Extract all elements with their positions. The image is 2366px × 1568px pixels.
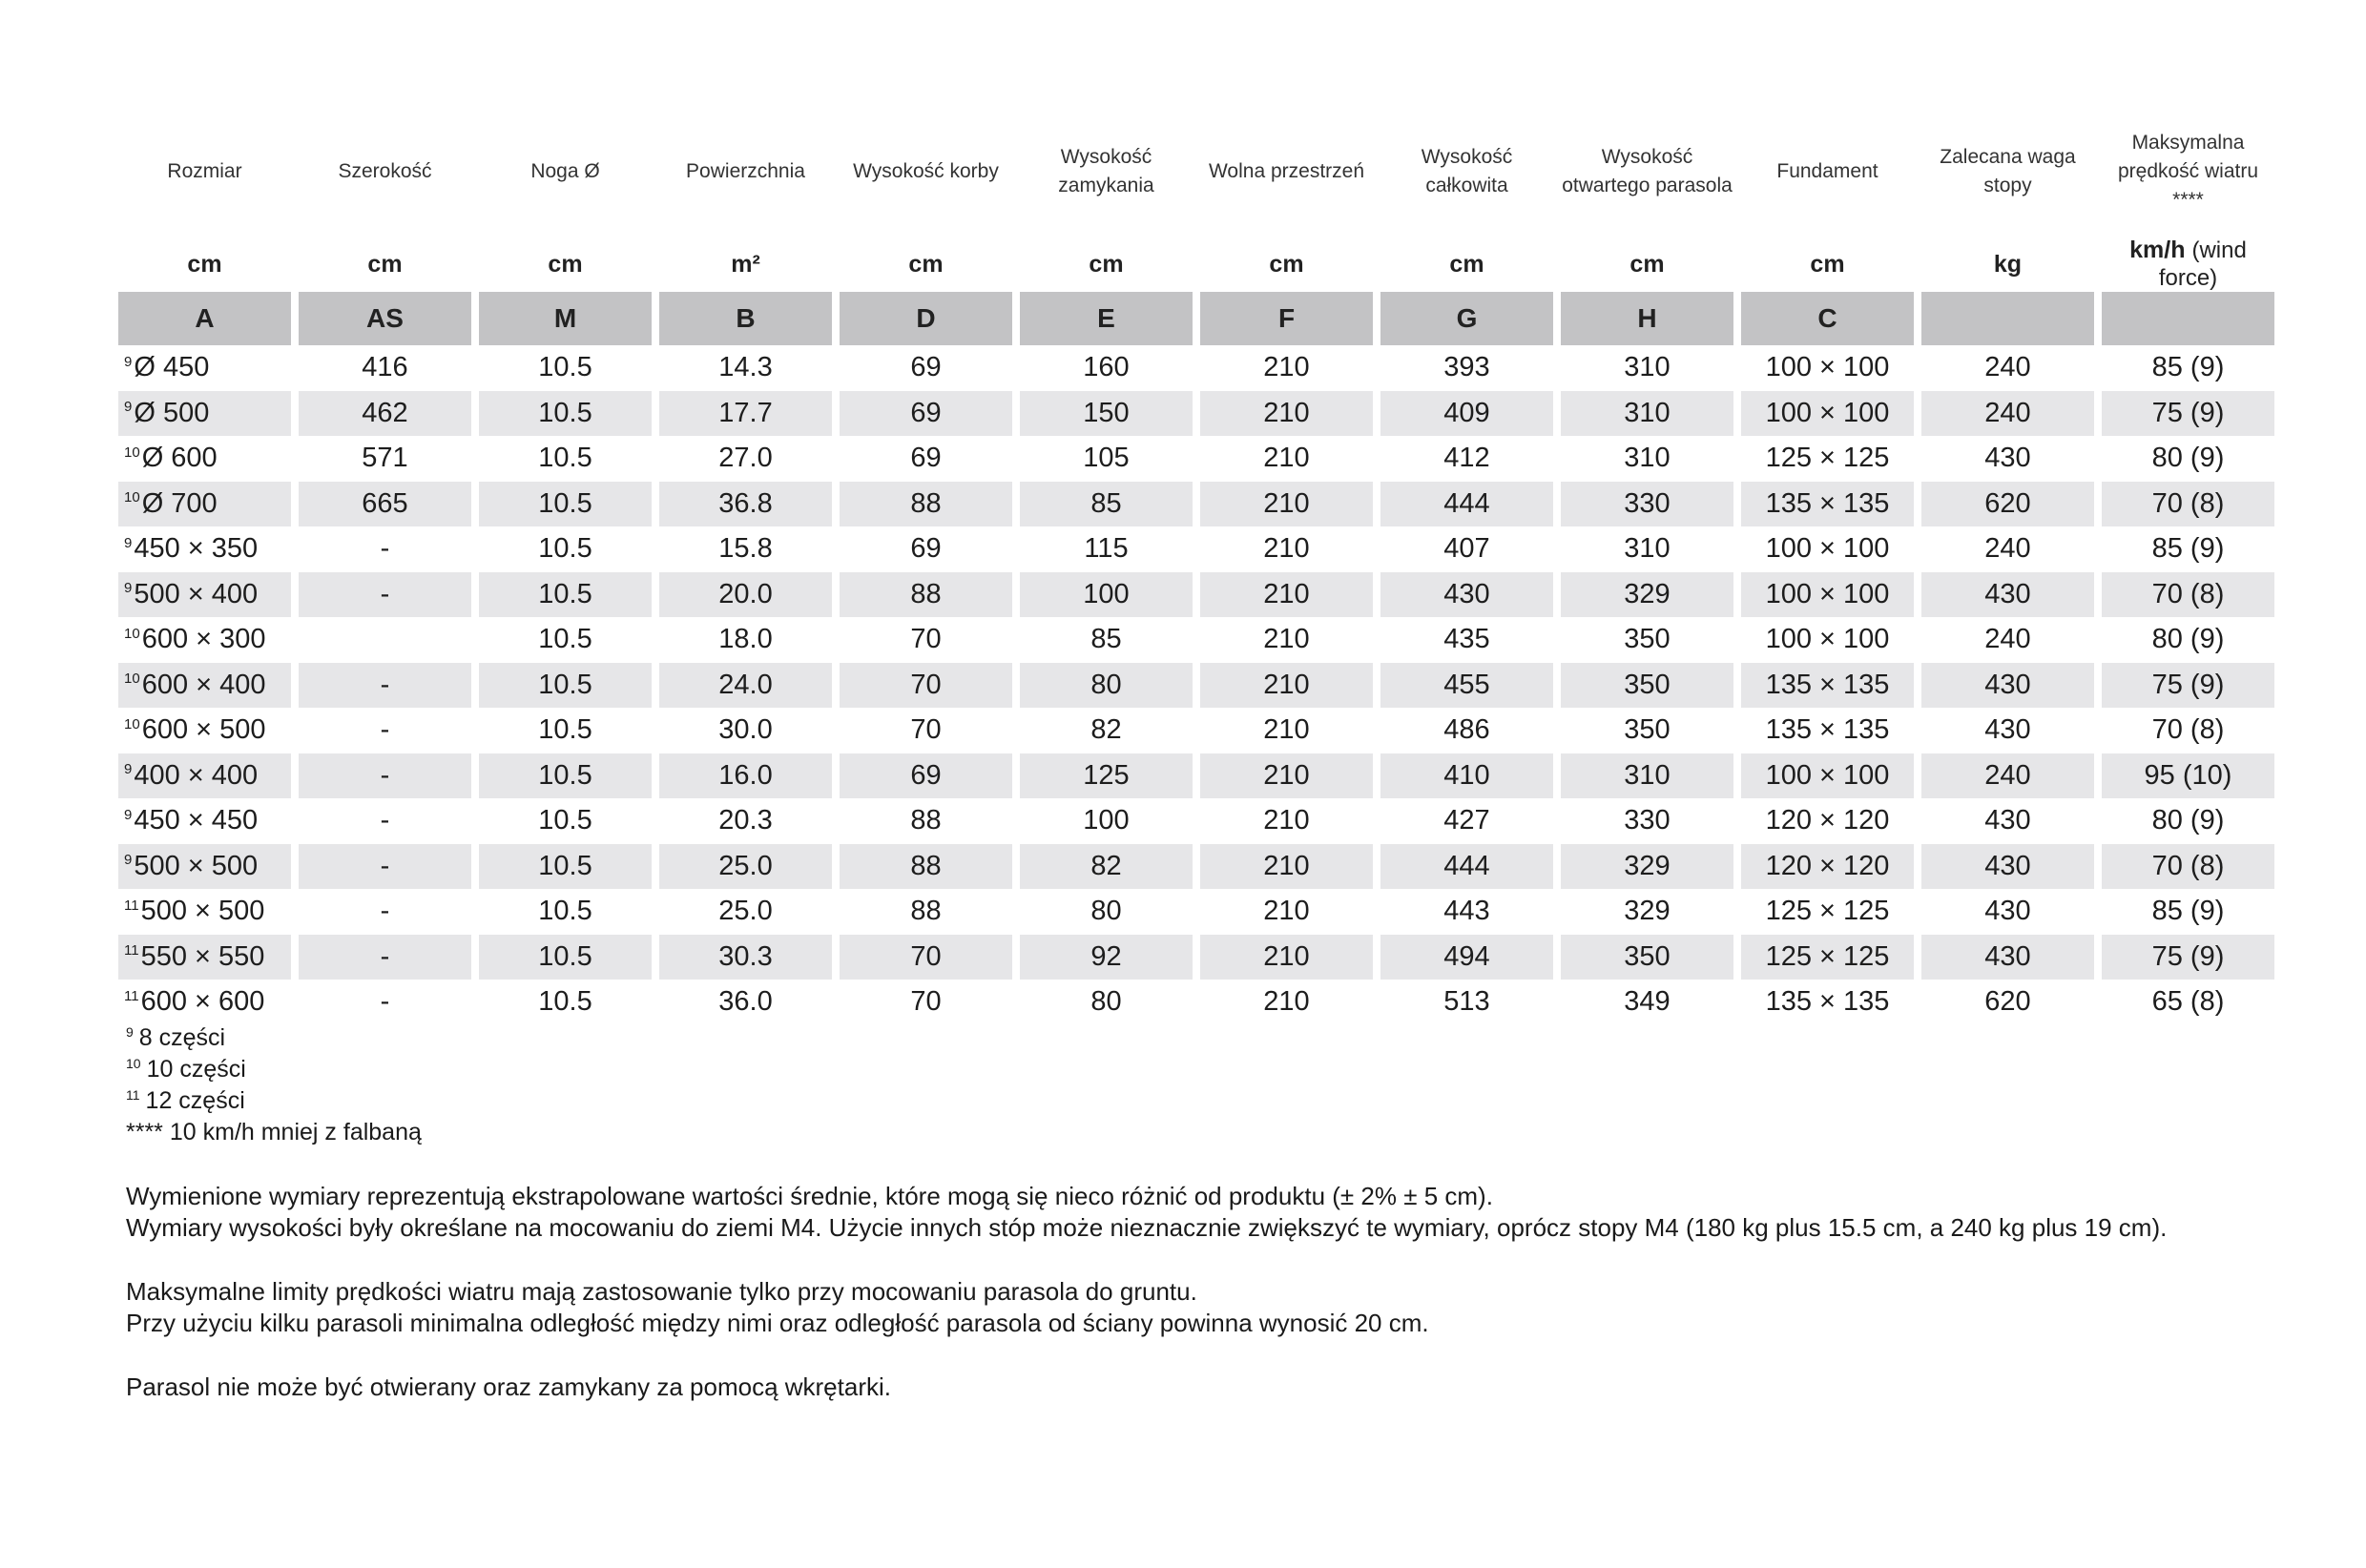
cell-m: 10.5 [479,663,652,709]
cell-as: 665 [299,482,471,527]
header-unit: km/h [2129,237,2186,263]
cell-kg: 430 [1921,844,2094,890]
cell-as: - [299,753,471,799]
header-label: Wolna przestrzeń [1208,160,1365,182]
size-footnote-marker: 10 [124,444,140,461]
size-cell [118,844,291,890]
note-line: Wymienione wymiary reprezentują ekstrapolowane wartości średnie, które mogą się nieco różnić od produktu (± 2% ± 5 cm). [126,1182,1493,1210]
header-label-row [118,107,2274,237]
cell-as: - [299,935,471,980]
cell-b: 17.7 [659,391,832,437]
header-unit: kg [1993,250,2023,278]
cell-e: 85 [1020,482,1193,527]
cell-e: 115 [1084,533,1129,565]
cell-e: 100 [1020,572,1193,618]
cell-kg: 430 [1984,714,2031,746]
cell-d: 69 [910,443,942,474]
cell-f: 210 [1200,482,1373,527]
cell-as: 462 [299,391,471,437]
cell-wind: 85 (9) [2151,352,2225,383]
header-unit-wind [2102,237,2274,292]
size-footnote-marker: 9 [124,852,133,869]
cell-c: 100 × 100 [1765,624,1890,655]
note-line: Wymiary wysokości były określane na mocowaniu do ziemi M4. Użycie innych stóp może nieznacznie zwiększyć te wymiary, oprócz stopy M4 (180 kg plus 15.5 cm, a 240 kg plus 19 cm). [126,1213,2168,1242]
cell-kg: 430 [1984,896,2031,927]
footnote [126,1054,422,1085]
cell-c: 100 × 100 [1765,533,1890,565]
cell-f: 210 [1263,986,1310,1018]
cell-f: 210 [1263,533,1310,565]
cell-e: 82 [1090,714,1122,746]
header-unit: cm [1629,250,1665,278]
footnote [126,1117,422,1148]
size-cell [118,889,291,935]
size-cell [118,345,291,391]
header-code: C [1741,292,1914,345]
cell-g: 435 [1443,624,1490,655]
cell-d: 88 [910,896,942,927]
cell-f: 210 [1200,572,1373,618]
cell-h: 310 [1624,533,1671,565]
cell-f: 210 [1263,443,1310,474]
footnote-marker: 9 [126,1023,134,1040]
cell-f: 210 [1263,624,1310,655]
size-value: 450 × 450 [134,805,259,836]
size-value: Ø 600 [141,443,218,474]
cell-b: 20.0 [659,572,832,618]
cell-c: 135 × 135 [1741,663,1914,709]
cell-h: 350 [1624,624,1671,655]
cell-m: 10.5 [479,572,652,618]
header-label: Fundament [1776,160,1878,182]
header-unit-extra: (wind force) [2158,237,2247,291]
cell-as: - [299,844,471,890]
header-code: D [840,292,1012,345]
header-code: M [479,292,652,345]
header-code [2102,292,2274,345]
footnote-text: 12 części [145,1087,245,1114]
header-unit: cm [908,250,944,278]
cell-g: 409 [1380,391,1553,437]
cell-c: 135 × 135 [1741,482,1914,527]
size-cell [118,753,291,799]
cell-e: 85 [1090,624,1122,655]
cell-m: 10.5 [479,935,652,980]
cell-m: 10.5 [538,533,592,565]
cell-m: 10.5 [538,714,592,746]
cell-b: 15.8 [718,533,773,565]
table-row [118,663,2274,709]
size-footnote-marker: 9 [124,353,133,370]
cell-e: 100 [1083,805,1130,836]
cell-d: 88 [840,844,1012,890]
cell-wind: 70 (8) [2102,572,2274,618]
cell-b: 25.0 [659,844,832,890]
note-line: Parasol nie może być otwierany oraz zamykany za pomocą wkrętarki. [126,1372,891,1401]
footnote [126,1085,422,1117]
cell-as: - [380,986,390,1018]
cell-as: - [380,896,390,927]
note-paragraph [126,1181,2167,1244]
cell-as: 571 [362,443,408,474]
header-code: H [1561,292,1733,345]
size-footnote-marker: 9 [124,534,133,551]
size-footnote-marker: 11 [124,942,139,959]
cell-g: 410 [1380,753,1553,799]
cell-h: 329 [1561,844,1733,890]
size-cell [118,617,291,663]
cell-as: - [299,572,471,618]
header-unit: cm [1269,250,1304,278]
table-body [118,345,2274,1025]
size-footnote-marker: 10 [124,489,140,506]
table-row [118,798,2274,844]
cell-h: 350 [1561,663,1733,709]
size-cell [118,935,291,980]
footnote-marker: 10 [126,1055,141,1071]
size-value: Ø 500 [134,397,210,428]
cell-wind: 95 (10) [2102,753,2274,799]
header-label: Zalecana waga stopy [1940,146,2076,196]
size-cell [118,482,291,527]
footnote [126,1022,422,1054]
header-unit: cm [548,250,583,278]
cell-c: 120 × 120 [1741,844,1914,890]
size-value: Ø 450 [134,352,210,383]
size-cell [118,526,291,572]
cell-g: 455 [1380,663,1553,709]
cell-wind: 75 (9) [2102,391,2274,437]
cell-b: 18.0 [718,624,773,655]
cell-b: 14.3 [718,352,773,383]
header-label: Rozmiar [167,160,242,182]
table-row [118,889,2274,935]
size-footnote-marker: 9 [124,761,133,778]
cell-wind: 80 (9) [2151,624,2225,655]
cell-kg: 240 [1921,753,2094,799]
cell-m: 10.5 [479,482,652,527]
cell-h: 350 [1561,935,1733,980]
size-footnote-marker: 10 [124,625,140,642]
cell-e: 92 [1020,935,1193,980]
note-paragraph [126,1276,1429,1339]
cell-kg: 240 [1921,391,2094,437]
header-code: AS [299,292,471,345]
size-value: 600 × 500 [141,714,266,746]
size-footnote-marker: 10 [124,715,140,732]
header-unit: m² [731,250,760,278]
cell-c: 135 × 135 [1765,714,1890,746]
cell-g: 444 [1380,844,1553,890]
header-label: Wysokość korby [853,160,999,182]
header-label: Maksymalna prędkość wiatru **** [2117,132,2259,211]
size-value: 500 × 400 [134,578,259,609]
size-cell [118,663,291,709]
cell-e: 80 [1090,896,1122,927]
cell-e: 150 [1020,391,1193,437]
cell-kg: 430 [1921,935,2094,980]
table-row [118,436,2274,482]
cell-wind: 65 (8) [2151,986,2225,1018]
cell-m: 10.5 [479,844,652,890]
cell-m: 10.5 [538,805,592,836]
cell-f: 210 [1263,805,1310,836]
cell-b: 27.0 [718,443,773,474]
size-value: 600 × 600 [140,986,265,1018]
table-row [118,482,2274,527]
cell-kg: 240 [1984,624,2031,655]
cell-h: 310 [1624,352,1671,383]
cell-as: 416 [362,352,408,383]
cell-f: 210 [1200,391,1373,437]
footnotes [126,1022,422,1148]
size-cell [118,980,291,1025]
cell-wind: 75 (9) [2102,663,2274,709]
cell-c: 125 × 125 [1741,935,1914,980]
size-cell [118,708,291,753]
cell-h: 329 [1624,896,1671,927]
size-cell [118,798,291,844]
cell-d: 70 [910,624,942,655]
footnote-text: 10 części [146,1056,246,1083]
header-unit: cm [367,250,403,278]
cell-h: 350 [1624,714,1671,746]
footnote-text: 8 części [138,1024,226,1051]
cell-h: 329 [1561,572,1733,618]
cell-e: 80 [1020,663,1193,709]
cell-wind: 85 (9) [2151,533,2225,565]
cell-d: 70 [840,663,1012,709]
header-label: Wysokość otwartego parasola [1562,146,1733,196]
size-value: 500 × 500 [140,896,265,927]
cell-g: 407 [1443,533,1490,565]
cell-b: 24.0 [659,663,832,709]
cell-f: 210 [1263,352,1310,383]
cell-h: 330 [1561,482,1733,527]
cell-d: 69 [840,753,1012,799]
cell-as: - [380,533,390,565]
header-code: B [659,292,832,345]
header-code-row [118,292,2274,345]
cell-g: 494 [1380,935,1553,980]
footnote-marker: 11 [126,1086,140,1103]
cell-c: 100 × 100 [1741,753,1914,799]
cell-h: 310 [1624,443,1671,474]
header-label: Wysokość zamykania [1058,146,1154,196]
cell-f: 210 [1200,844,1373,890]
footnote-text: **** 10 km/h mniej z falbaną [126,1119,422,1145]
cell-h: 349 [1624,986,1671,1018]
cell-as: - [299,663,471,709]
cell-f: 210 [1200,935,1373,980]
cell-e: 80 [1090,986,1122,1018]
table-row [118,345,2274,391]
header-label: Powierzchnia [686,160,805,182]
size-cell [118,572,291,618]
cell-f: 210 [1263,896,1310,927]
cell-b: 36.8 [659,482,832,527]
cell-d: 69 [910,352,942,383]
cell-c: 120 × 120 [1765,805,1890,836]
parasol-spec-table [111,107,2282,1025]
cell-b: 16.0 [659,753,832,799]
header-unit: cm [1089,250,1124,278]
cell-m: 10.5 [479,391,652,437]
cell-kg: 430 [1984,805,2031,836]
cell-f: 210 [1263,714,1310,746]
table-row [118,708,2274,753]
cell-m: 10.5 [538,443,592,474]
header-code: A [118,292,291,345]
cell-c: 100 × 100 [1741,391,1914,437]
cell-m: 10.5 [479,753,652,799]
size-cell [118,436,291,482]
cell-kg: 240 [1984,533,2031,565]
cell-g: 393 [1443,352,1490,383]
cell-e: 125 [1020,753,1193,799]
table-row [118,980,2274,1025]
cell-e: 160 [1083,352,1130,383]
table-row [118,844,2274,890]
cell-g: 443 [1443,896,1490,927]
cell-g: 444 [1380,482,1553,527]
cell-b: 36.0 [718,986,773,1018]
table-row [118,617,2274,663]
cell-wind: 80 (9) [2151,805,2225,836]
note-paragraph [126,1372,891,1403]
size-footnote-marker: 10 [124,671,140,688]
size-footnote-marker: 9 [124,806,133,823]
size-footnote-marker: 9 [124,399,133,416]
table-row [118,391,2274,437]
table-row [118,753,2274,799]
cell-m: 10.5 [538,896,592,927]
cell-g: 486 [1443,714,1490,746]
size-value: 450 × 350 [134,533,259,565]
cell-c: 125 × 125 [1765,896,1890,927]
cell-wind: 70 (8) [2102,482,2274,527]
size-value: 600 × 300 [141,624,266,655]
size-footnote-marker: 9 [124,580,133,597]
size-value: Ø 700 [141,487,218,519]
cell-g: 430 [1380,572,1553,618]
note-line: Przy użyciu kilku parasoli minimalna odległość między nimi oraz odległość parasola od ściany powinna wynosić 20 cm. [126,1309,1429,1337]
header-label: Wysokość całkowita [1421,146,1513,196]
header-code: G [1380,292,1553,345]
cell-b: 30.0 [718,714,773,746]
header-code: E [1020,292,1193,345]
table-row [118,935,2274,980]
cell-kg: 430 [1984,443,2031,474]
header-label: Szerokość [338,160,432,182]
cell-wind: 75 (9) [2102,935,2274,980]
size-value: 600 × 400 [141,669,266,700]
cell-b: 25.0 [718,896,773,927]
cell-c: 135 × 135 [1765,986,1890,1018]
cell-c: 100 × 100 [1741,572,1914,618]
cell-kg: 240 [1984,352,2031,383]
cell-m: 10.5 [538,986,592,1018]
size-value: 400 × 400 [134,759,259,791]
cell-d: 70 [910,986,942,1018]
cell-as: - [380,805,390,836]
header-unit: cm [1810,250,1845,278]
table-row [118,572,2274,618]
cell-kg: 430 [1921,663,2094,709]
cell-d: 69 [840,391,1012,437]
cell-wind: 85 (9) [2151,896,2225,927]
cell-d: 70 [910,714,942,746]
cell-m: 10.5 [538,352,592,383]
cell-kg: 620 [1984,986,2031,1018]
cell-as: - [380,714,390,746]
cell-e: 105 [1083,443,1130,474]
table-row [118,526,2274,572]
size-footnote-marker: 11 [124,987,139,1004]
header-unit-row [118,237,2274,292]
cell-g: 427 [1443,805,1490,836]
cell-m: 10.5 [538,624,592,655]
cell-g: 513 [1443,986,1490,1018]
cell-h: 310 [1561,753,1733,799]
cell-kg: 430 [1921,572,2094,618]
cell-d: 69 [910,533,942,565]
cell-wind: 80 (9) [2151,443,2225,474]
cell-e: 82 [1020,844,1193,890]
note-line: Maksymalne limity prędkości wiatru mają zastosowanie tylko przy mocowaniu parasola do gruntu. [126,1277,1197,1306]
cell-d: 88 [910,805,942,836]
cell-wind: 70 (8) [2102,844,2274,890]
header-label: Noga Ø [530,160,600,182]
cell-c: 100 × 100 [1765,352,1890,383]
size-footnote-marker: 11 [124,897,139,914]
size-value: 550 × 550 [140,940,265,972]
size-cell [118,391,291,437]
size-value: 500 × 500 [134,850,259,881]
header-unit: cm [187,250,222,278]
cell-f: 210 [1200,663,1373,709]
cell-h: 330 [1624,805,1671,836]
cell-f: 210 [1200,753,1373,799]
cell-h: 310 [1561,391,1733,437]
cell-d: 88 [840,482,1012,527]
cell-b: 30.3 [659,935,832,980]
header-code [1921,292,2094,345]
header-unit: cm [1449,250,1484,278]
cell-wind: 70 (8) [2151,714,2225,746]
cell-as [299,617,471,663]
cell-d: 70 [840,935,1012,980]
cell-c: 125 × 125 [1765,443,1890,474]
cell-kg: 620 [1921,482,2094,527]
cell-g: 412 [1443,443,1490,474]
cell-b: 20.3 [718,805,773,836]
cell-d: 88 [840,572,1012,618]
header-code: F [1200,292,1373,345]
